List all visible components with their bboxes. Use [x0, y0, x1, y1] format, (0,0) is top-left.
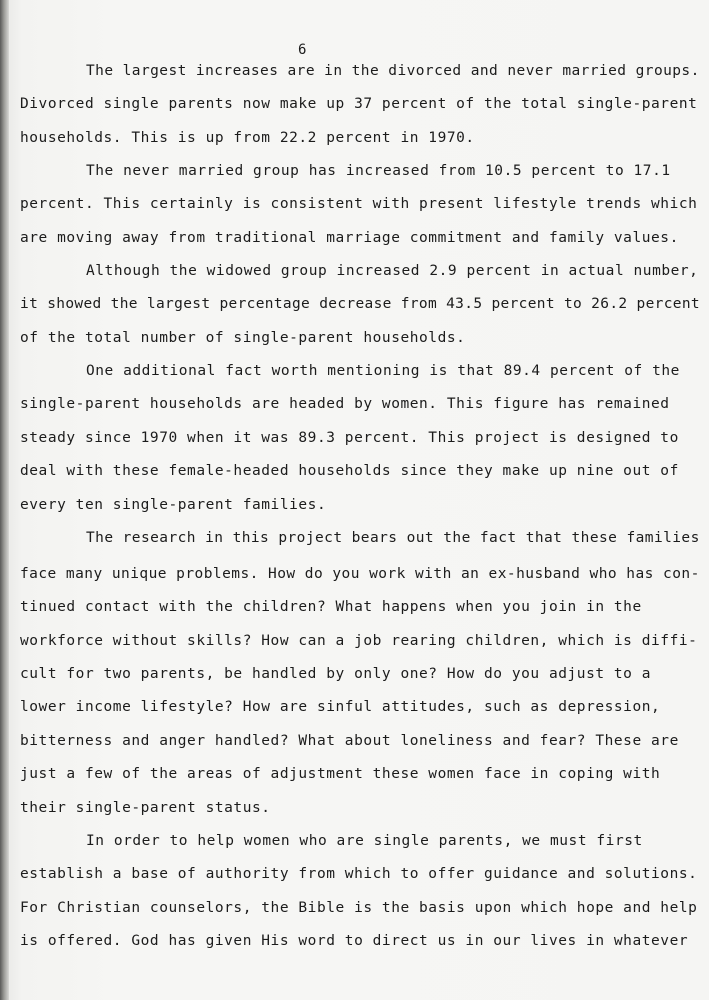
text-line: percent. This certainly is consistent with present lifestyle trends which: [20, 196, 698, 212]
text-line: is offered. God has given His word to direct us in our lives in whatever: [20, 933, 689, 949]
text-line: One additional fact worth mentioning is that 89.4 percent of the: [86, 363, 680, 379]
text-line: face many unique problems. How do you work with an ex-husband who has con-: [20, 566, 700, 582]
text-line: Divorced single parents now make up 37 percent of the total single-parent: [20, 96, 698, 112]
text-line: Although the widowed group increased 2.9 percent in actual number,: [86, 263, 699, 279]
text-line: cult for two parents, be handled by only one? How do you adjust to a: [20, 666, 652, 682]
text-line: every ten single-parent families.: [20, 497, 327, 513]
text-line: their single-parent status.: [20, 800, 271, 816]
text-line: deal with these female-headed households since they make up nine out of: [20, 463, 679, 479]
text-line: establish a base of authority from which to offer guidance and solutions.: [20, 866, 698, 882]
text-line: tinued contact with the children? What happens when you join in the: [20, 599, 642, 615]
text-line: just a few of the areas of adjustment these women face in coping with: [20, 766, 661, 782]
text-line: are moving away from traditional marriage commitment and family values.: [20, 230, 679, 246]
text-line: single-parent households are headed by women. This figure has remained: [20, 396, 670, 412]
text-line: households. This is up from 22.2 percent in 1970.: [20, 130, 475, 146]
text-line: For Christian counselors, the Bible is the basis upon which hope and help: [20, 900, 698, 916]
text-line: In order to help women who are single parents, we must first: [86, 833, 643, 849]
text-line: The largest increases are in the divorced and never married groups.: [86, 63, 700, 79]
text-line: lower income lifestyle? How are sinful attitudes, such as depression,: [20, 699, 661, 715]
text-line: workforce without skills? How can a job rearing children, which is diffi-: [20, 633, 698, 649]
text-line: it showed the largest percentage decrease from 43.5 percent to 26.2 percent: [20, 296, 700, 312]
binding-edge: [0, 0, 9, 1000]
text-line: steady since 1970 when it was 89.3 percent. This project is designed to: [20, 430, 679, 446]
page-number: 6: [298, 42, 307, 58]
text-line: The never married group has increased from 10.5 percent to 17.1: [86, 163, 671, 179]
text-line: The research in this project bears out the fact that these families: [86, 530, 700, 546]
text-line: of the total number of single-parent households.: [20, 330, 466, 346]
text-line: bitterness and anger handled? What about loneliness and fear? These are: [20, 733, 679, 749]
